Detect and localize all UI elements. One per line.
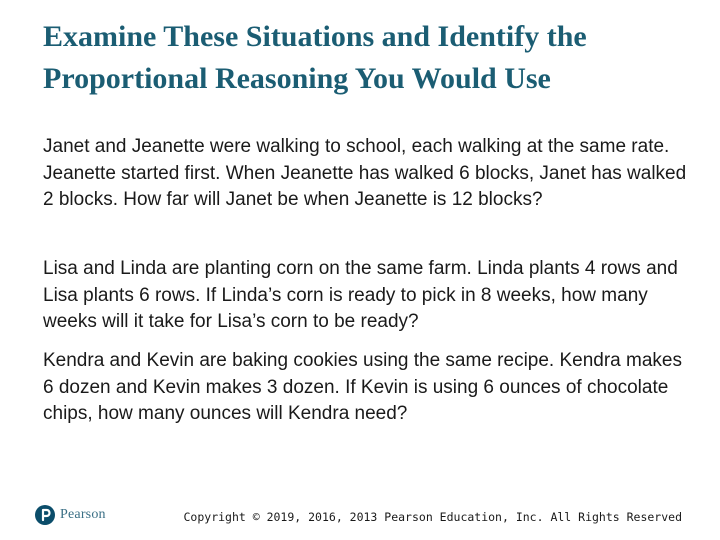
pearson-logo-text: Pearson (60, 507, 106, 522)
pearson-logo-icon (35, 505, 55, 525)
problem-cookies: Kendra and Kevin are baking cookies using the same recipe. Kendra makes 6 dozen and Kevin makes 3 dozen. If Kevin is using 6 ounces of chocolate chips, how many ounces will Kendra need? (43, 350, 682, 424)
pearson-logo (35, 505, 106, 525)
problem-walking: Janet and Jeanette were walking to school, each walking at the same rate. Jeanette started first. When Jeanette has walked 6 blocks, Janet has walked 2 blocks. How far will Janet be when Jeanette is 12 blocks? (43, 136, 687, 210)
slide-title: Examine These Situations and Identify the Proportional Reasoning You Would Use (43, 20, 587, 95)
problem-corn: Lisa and Linda are planting corn on the same farm. Linda plants 4 rows and Lisa plants 6 rows. If Linda’s corn is ready to pick in 8 weeks, how many weeks will it take for Lisa’s corn to be ready? (43, 258, 678, 332)
copyright-notice: Copyright © 2019, 2016, 2013 Pearson Education, Inc. All Rights Reserved (183, 510, 682, 524)
